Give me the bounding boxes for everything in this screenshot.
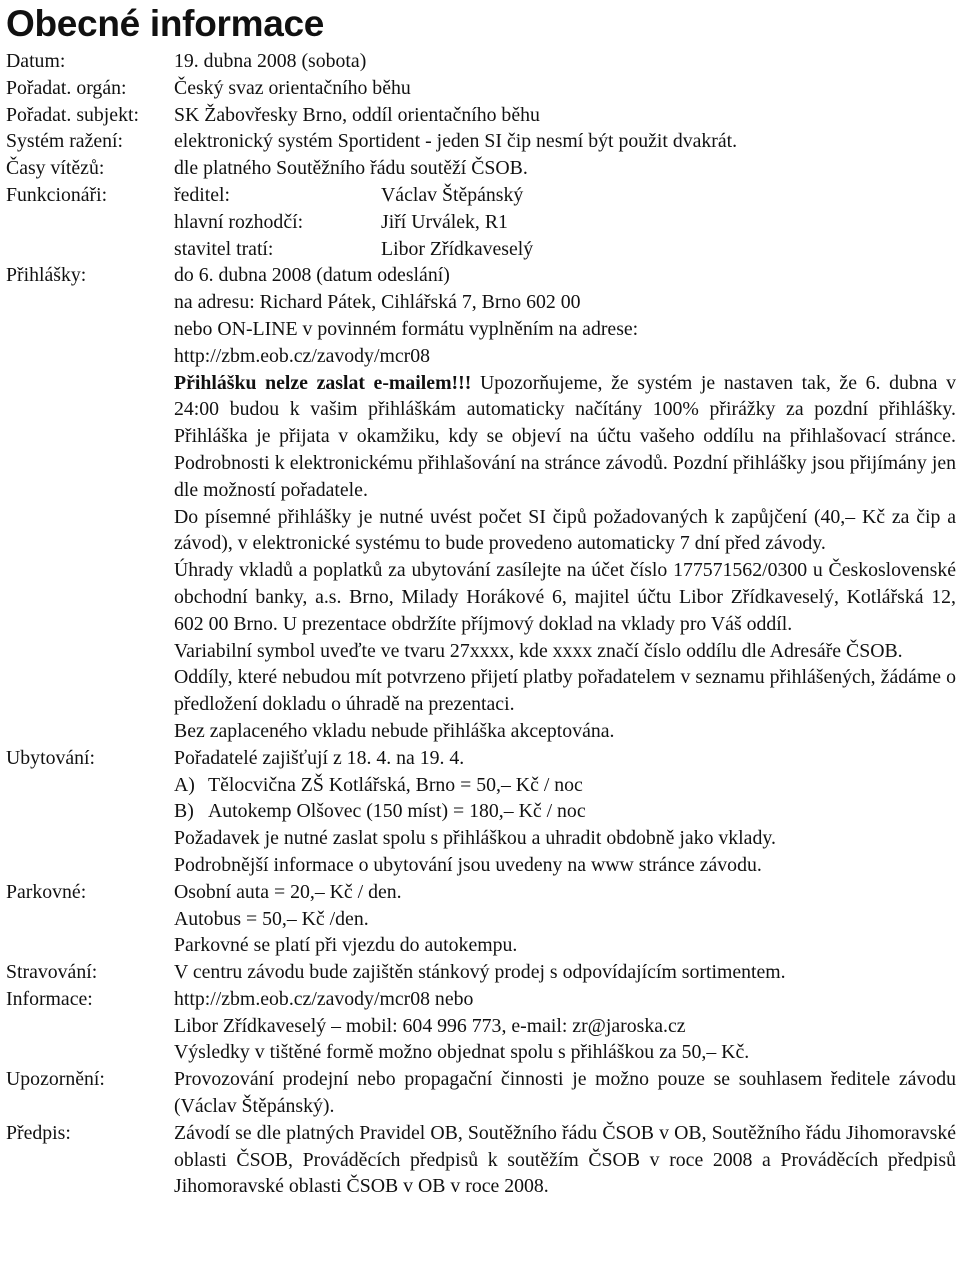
datum-value: 19. dubna 2008 (sobota) <box>174 50 367 72</box>
ubytovani-label: Ubytování: <box>6 746 96 769</box>
prihlasky-deadline: do 6. dubna 2008 (datum odeslání) <box>174 264 450 287</box>
parkovne-cars: Osobní auta = 20,– Kč / den. <box>174 880 402 903</box>
informace-label: Informace: <box>6 987 93 1010</box>
ubytovani-dates: Pořadatelé zajišťují z 18. 4. na 19. 4. <box>174 746 465 769</box>
prihlasky-vs-paragraph: Variabilní symbol uveďte ve tvaru 27xxxx, kde xxxx značí číslo oddílu dle Adresáře ČSOB. <box>174 639 903 662</box>
parkovne-note: Parkovné se platí při vjezdu do autokempu. <box>174 934 518 957</box>
ubytovani-info-note: Podrobnější informace o ubytování jsou uvedeny na www stránce závodu. <box>174 853 762 876</box>
upozorneni-label: Upozornění: <box>6 1068 105 1091</box>
predpis-value: Závodí se dle platných Pravidel OB, Soutěžního řádu ČSOB v OB, Soutěžního řádu Jihomoravské oblasti ČSOB, Prováděcích předpisů k soutěžím ČSOB v roce 2008 a Prováděcích předpisů Jihomoravské oblasti ČSOB v OB v roce 2008. <box>174 1121 956 1198</box>
ubytovani-option <box>6 772 956 799</box>
prihlasky-no-email: Přihlášku nelze zaslat e-mailem!!! <box>174 371 472 394</box>
ubytovani-request-note: Požadavek je nutné zaslat spolu s přihláškou a uhradit obdobně jako vklady. <box>174 827 776 850</box>
prihlasky-unpaid-note: Bez zaplaceného vkladu nebude přihláška akceptována. <box>174 719 615 742</box>
ubytovani-option-text: Autokemp Olšovec (150 míst) = 180,– Kč / noc <box>208 800 586 823</box>
funkcionar-role: ředitel: <box>174 183 231 206</box>
page-title: Obecné informace <box>6 3 325 44</box>
funkcionar-item <box>6 236 956 263</box>
funkcionari-row <box>6 182 956 262</box>
informace-url: http://zbm.eob.cz/zavody/mcr08 nebo <box>174 987 474 1010</box>
poradat-organ-label: Pořadat. orgán: <box>6 76 127 99</box>
stravovani-row <box>6 959 956 986</box>
ubytovani-row <box>6 745 956 879</box>
info-document <box>6 48 956 1200</box>
funkcionar-name: Jiří Urválek, R1 <box>381 210 508 233</box>
casy-vitezu-label: Časy vítězů: <box>6 157 105 180</box>
ubytovani-option <box>6 798 956 825</box>
poradat-subjekt-label: Pořadat. subjekt: <box>6 103 139 126</box>
informace-row <box>6 986 956 1066</box>
funkcionar-item <box>6 182 956 209</box>
upozorneni-row <box>6 1066 956 1120</box>
funkcionar-name: Václav Štěpánský <box>381 183 524 206</box>
funkcionar-name: Libor Zřídkaveselý <box>381 237 534 260</box>
system-razeni-value: elektronický systém Sportident - jeden SI čip nesmí být použit dvakrát. <box>174 130 738 153</box>
prihlasky-url: http://zbm.eob.cz/zavody/mcr08 <box>174 344 430 367</box>
funkcionar-item <box>6 209 956 236</box>
funkcionar-role: hlavní rozhodčí: <box>174 210 304 233</box>
casy-vitezu-value: dle platného Soutěžního řádu soutěží ČSOB. <box>174 157 528 180</box>
stravovani-value: V centru závodu bude zajištěn stánkový prodej s odpovídajícím sortimentem. <box>174 961 786 984</box>
stravovani-label: Stravování: <box>6 961 98 984</box>
poradat-organ-row <box>6 75 956 102</box>
parkovne-row <box>6 879 956 959</box>
casy-vitezu-row <box>6 155 956 182</box>
ubytovani-option-marker: B) <box>174 800 194 823</box>
datum-row <box>6 48 956 75</box>
prihlasky-label: Přihlášky: <box>6 264 87 287</box>
poradat-subjekt-value: SK Žabovřesky Brno, oddíl orientačního běhu <box>174 103 540 126</box>
informace-results-note: Výsledky v tištěné formě možno objednat spolu s přihláškou za 50,– Kč. <box>174 1041 750 1064</box>
prihlasky-si-paragraph: Do písemné přihlášky je nutné uvést počet SI čipů požadovaných k zapůjčení (40,– Kč za čip a závod), v elektronické systému to bude provedeno automaticky 7 dní před závody. <box>174 505 956 555</box>
predpis-row <box>6 1120 956 1200</box>
prihlasky-online: nebo ON-LINE v povinném formátu vyplněním na adrese: <box>174 317 639 340</box>
system-razeni-label: Systém ražení: <box>6 130 124 153</box>
ubytovani-option-marker: A) <box>174 773 195 796</box>
upozorneni-value: Provozování prodejní nebo propagační činnosti je možno pouze se souhlasem ředitele závodu (Václav Štěpánský). <box>174 1068 956 1118</box>
prihlasky-payment-paragraph: Úhrady vkladů a poplatků za ubytování zasílejte na účet číslo 177571562/0300 u Československé obchodní banky, a.s. Brno, Milady Horákové 6, majitel účtu Libor Zřídkaveselý, Kotlářská 12, 602 00 Brno. U prezentace obdržíte příjmový doklad na vklady pro Váš oddíl. <box>174 559 956 635</box>
prihlasky-warning-paragraph <box>6 370 956 504</box>
prihlasky-address: na adresu: Richard Pátek, Cihlářská 7, Brno 602 00 <box>174 291 581 314</box>
funkcionar-role: stavitel tratí: <box>174 237 274 260</box>
prihlasky-row <box>6 262 956 744</box>
system-razeni-row <box>6 128 956 155</box>
poradat-organ-value: Český svaz orientačního běhu <box>174 76 411 99</box>
poradat-subjekt-row <box>6 102 956 129</box>
prihlasky-confirmation-paragraph: Oddíly, které nebudou mít potvrzeno přijetí platby pořadatelem v seznamu přihlášených, žádáme o předložení dokladu o úhradě na prezentaci. <box>174 666 956 716</box>
ubytovani-option-text: Tělocvična ZŠ Kotlářská, Brno = 50,– Kč / noc <box>208 773 583 796</box>
predpis-label: Předpis: <box>6 1121 71 1144</box>
funkcionari-label: Funkcionáři: <box>6 183 108 206</box>
parkovne-label: Parkovné: <box>6 880 87 903</box>
parkovne-bus: Autobus = 50,– Kč /den. <box>174 907 369 930</box>
prihlasky-warning-text: Upozorňujeme, že systém je nastaven tak, že 6. dubna v 24:00 budou k vašim přihláškám automaticky načítány 100% přirážky za pozdní přihlášky. Přihláška je přijata v okamžiku, kdy se objeví na účtu vašeho oddílu na přihlašovací stránce. Podrobnosti k elektronickému přihlašování na stránce závodů. Pozdní přihlášky jsou přijímány jen dle možností pořadatele. <box>174 371 956 501</box>
datum-label: Datum: <box>6 50 66 72</box>
informace-contact: Libor Zřídkaveselý – mobil: 604 996 773, e-mail: zr@jaroska.cz <box>174 1014 686 1037</box>
